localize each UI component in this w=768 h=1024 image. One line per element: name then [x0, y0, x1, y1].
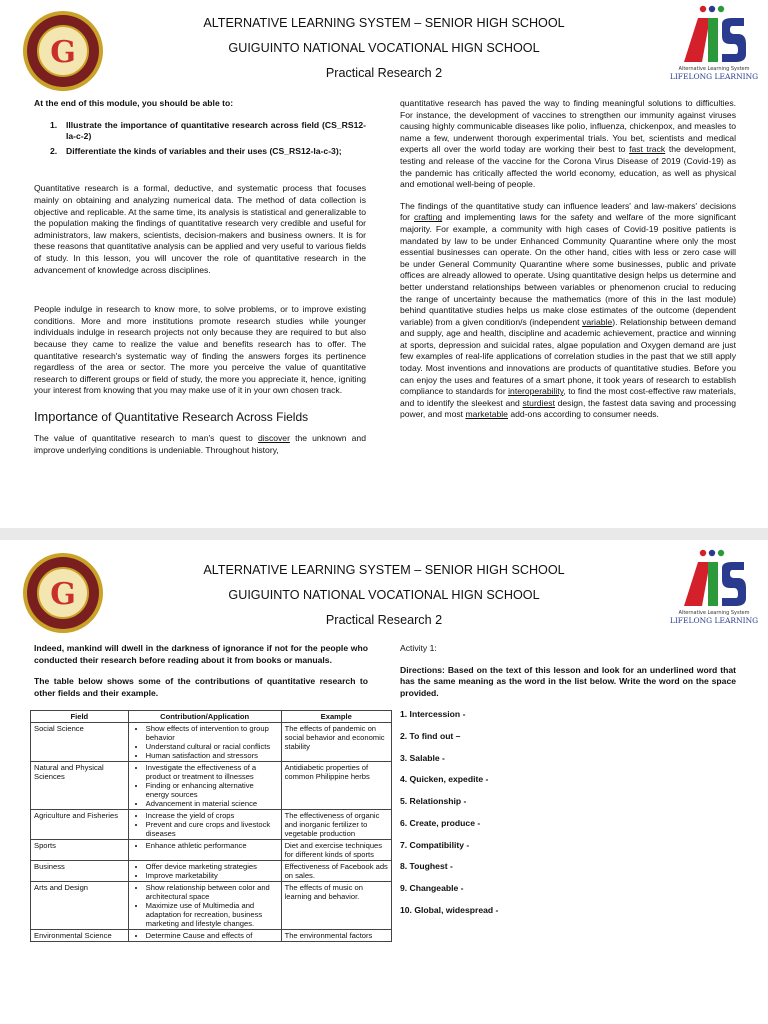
contributions-table-wrap: [30, 710, 392, 942]
als-logo-icon: [670, 548, 758, 626]
objective-item: 1. Illustrate the importance of quantitative research across field (CS_RS12-Ia-c-2): [50, 119, 366, 142]
als-tagline: Alternative Learning System: [678, 66, 750, 72]
example-cell: The effects of music on learning and behavior.: [281, 882, 391, 930]
activity-item: 9. Changeable -: [400, 882, 464, 893]
paragraph-findings-influence: The findings of the quantitative study can influence leaders' and law-makers' decisions for crafting and implementing laws for the safety and welfare of the more significant majority. For example, a community with high cases of Covid-19 positive patients is mandated by law to be under Enhanced Community Quarantine where only the most essential businesses can operate. On the other hand, cities with less or zero case will be under General Community Quarantine where some businesses, public and private offices are already allowed to operate. Using quantitative design helps us determine and better understand relationships between variables or phenomenon crucial to reducing the range of uncertainty because the mathematics (more of this in the last module) behind quantitative studies helps us make close estimates of the outcome (dependent variable) from a given condition/s (independent variable). Relationship between demand and supply, age and health, discipline and academic achievement, practice and winning at sports, depression and suicidal rates, algae population and Oxygen demand are just few examples of real-life applications of correlation studies in the past that we still apply today. Most inventions and innovations are products of quantitative studies. Before you can enjoy the uses and features of a smart phone, it took years of research to establish compliance to standards for interoperability, to find the most cost-effective raw materials, and to identify the sleekest and sturdiest design, the fastest data saving and processing power, and most marketable add-ons according to consumer needs.: [400, 200, 736, 420]
contribution-cell: • Show effects of intervention to group behavior • Understand cultural or racial conflicts • Human satisfaction and stressors: [128, 723, 281, 762]
header-line-system: ALTERNATIVE LEARNING SYSTEM – SENIOR HIGH SCHOOL: [203, 16, 565, 30]
activity-items: [400, 709, 736, 916]
table-header-row: [31, 711, 392, 723]
contribution-cell: • Offer device marketing strategies • Improve marketability: [128, 861, 281, 882]
contribution-cell: • Investigate the effectiveness of a product or treatment to illnesses • Finding or enhancing alternative energy sources • Advancement in material science: [128, 762, 281, 810]
page2-right-column: [400, 643, 736, 926]
objective-item: 2. Differentiate the kinds of variables and their uses (CS_RS12-Ia-c-3);: [50, 145, 342, 156]
school-seal-icon: [22, 10, 104, 92]
header-line-school: GUIGUINTO NATIONAL VOCATIONAL HIGN SCHOOL: [228, 588, 540, 602]
field-cell: Environmental Science: [31, 930, 129, 942]
document-page-2: [0, 540, 768, 1024]
table-header-cell: Contribution/Application: [128, 711, 281, 723]
header-line-system: ALTERNATIVE LEARNING SYSTEM – SENIOR HIGH SCHOOL: [203, 563, 565, 577]
paragraph-quantitative-definition: Quantitative research is a formal, deductive, and systematic process that focuses mainly on obtaining and analyzing numerical data. The method of data collection is objective and replicable. At the same time, its analysis is statistical and generalizable to the population making the findings of quantitative research very credible and useful for administrators, law makers, scientists, decision-makers and business owners. It is for these reasons that quantitative analysis can be applied and very useful to various fields of study. In this lesson, you will uncover the role of quantitative research in the advancement of knowledge across disciplines.: [34, 183, 366, 275]
svg-text:G: G: [50, 35, 76, 70]
example-cell: Antidiabetic properties of common Philippine herbs: [281, 762, 391, 810]
table-header-cell: Field: [31, 711, 129, 723]
document-header: [120, 563, 648, 628]
table-header-cell: Example: [281, 711, 391, 723]
paragraph-darkness: Indeed, mankind will dwell in the darkness of ignorance if not for the people who conducted their research before reading about it from books or manuals.: [34, 643, 368, 665]
document-header: [120, 16, 648, 81]
activity-item: 1. Intercession -: [400, 709, 466, 720]
field-cell: Natural and Physical Sciences: [31, 762, 129, 810]
activity-item: 6. Create, produce -: [400, 817, 481, 828]
field-cell: Agriculture and Fisheries: [31, 810, 129, 840]
objectives-list: [50, 120, 366, 158]
example-cell: The effectiveness of organic and inorganic fertilizer to vegetable production: [281, 810, 391, 840]
contribution-cell: • Increase the yield of crops • Prevent and cure crops and livestock diseases: [128, 810, 281, 840]
page1-right-column: [400, 98, 736, 421]
activity-title: Activity 1:: [400, 643, 437, 653]
example-cell: The environmental factors: [281, 930, 391, 942]
activity-item: 10. Global, widespread -: [400, 904, 499, 915]
svg-text:G: G: [50, 577, 76, 612]
paragraph-why-research: People indulge in research to know more, to solve problems, or to improve existing conditions. More and more institutions promote research studies while younger individuals indulge in research projects not only because they are required to but also because they came to realize the value and benefits research has to offer. The quantitative research's systematic way of finding the answers forges its pertinence regardless of the area or sector. The more you perceive the value of quantitative research to different groups or field of study, the more you appreciate it, hence, igniting your interest from knowing that you may make use of it in your own chosen track.: [34, 304, 366, 396]
als-motto: LIFELONG LEARNING: [670, 616, 758, 625]
header-line-subject: Practical Research 2: [325, 613, 443, 627]
table-row: [31, 882, 392, 930]
table-row: [31, 930, 392, 942]
activity-item: 7. Compatibility -: [400, 839, 470, 850]
page2-left-column: [34, 643, 368, 699]
activity-item: 3. Salable -: [400, 752, 445, 763]
paragraph-table-intro: The table below shows some of the contributions of quantitative research to other fields and their example.: [34, 676, 368, 698]
field-cell: Social Science: [31, 723, 129, 762]
als-tagline: Alternative Learning System: [678, 610, 750, 616]
page1-left-column: [34, 98, 366, 457]
activity-item: 4. Quicken, expedite -: [400, 774, 489, 785]
activity-directions: Directions: Based on the text of this lesson and look for an underlined word that has the same meaning as the word in the list below. Write the word on the space provided.: [400, 664, 736, 698]
contribution-cell: • Show relationship between color and architectural space • Maximize use of Multimedia and adaptation for recreation, business marketing and lifestyle changes.: [128, 882, 281, 930]
field-cell: Sports: [31, 840, 129, 861]
als-motto: LIFELONG LEARNING: [670, 72, 758, 81]
header-line-school: GUIGUINTO NATIONAL VOCATIONAL HIGN SCHOOL: [228, 41, 540, 55]
example-cell: The effects of pandemic on social behavior and economic stability: [281, 723, 391, 762]
paragraph-vaccines: quantitative research has paved the way to finding meaningful solutions to difficulties. For instance, the development of vaccines to strengthen our immunity against viruses causing highly communicable diseases like polio, influenza, chickenpox, and measles to name a few, underwent thorough experimental trials. You bet, scientists and medical experts all over the world today are working their best to fast track the development, testing and release of the vaccine for the Corona Virus Disease of 2019 (Covid-19) as the pandemic has critically affected the world economy, education, as well as physical and emotional well-being of people.: [400, 98, 736, 190]
contribution-cell: • Determine Cause and effects of: [128, 930, 281, 942]
table-row: [31, 762, 392, 810]
activity-item: 5. Relationship -: [400, 796, 467, 807]
activity-item: 2. To find out –: [400, 731, 461, 742]
paragraph-value-of-research: The value of quantitative research to man's quest to discover the unknown and improve underlying conditions is undeniable. Throughout history,: [34, 433, 366, 456]
table-row: [31, 861, 392, 882]
table-row: [31, 810, 392, 840]
field-cell: Business: [31, 861, 129, 882]
contribution-cell: • Enhance athletic performance: [128, 840, 281, 861]
school-seal-icon: [22, 552, 104, 634]
objectives-intro: At the end of this module, you should be able to:: [34, 98, 234, 108]
example-cell: Diet and exercise techniques for different kinds of sports: [281, 840, 391, 861]
activity-item: 8. Toughest -: [400, 861, 453, 872]
table-row: [31, 840, 392, 861]
header-line-subject: Practical Research 2: [325, 66, 443, 80]
als-logo-icon: [670, 4, 758, 82]
example-cell: Effectiveness of Facebook ads on sales.: [281, 861, 391, 882]
field-cell: Arts and Design: [31, 882, 129, 930]
section-heading-importance: Importance of Quantitative Research Across Fields: [34, 408, 309, 424]
table-row: [31, 723, 392, 762]
contributions-table: [30, 710, 392, 942]
